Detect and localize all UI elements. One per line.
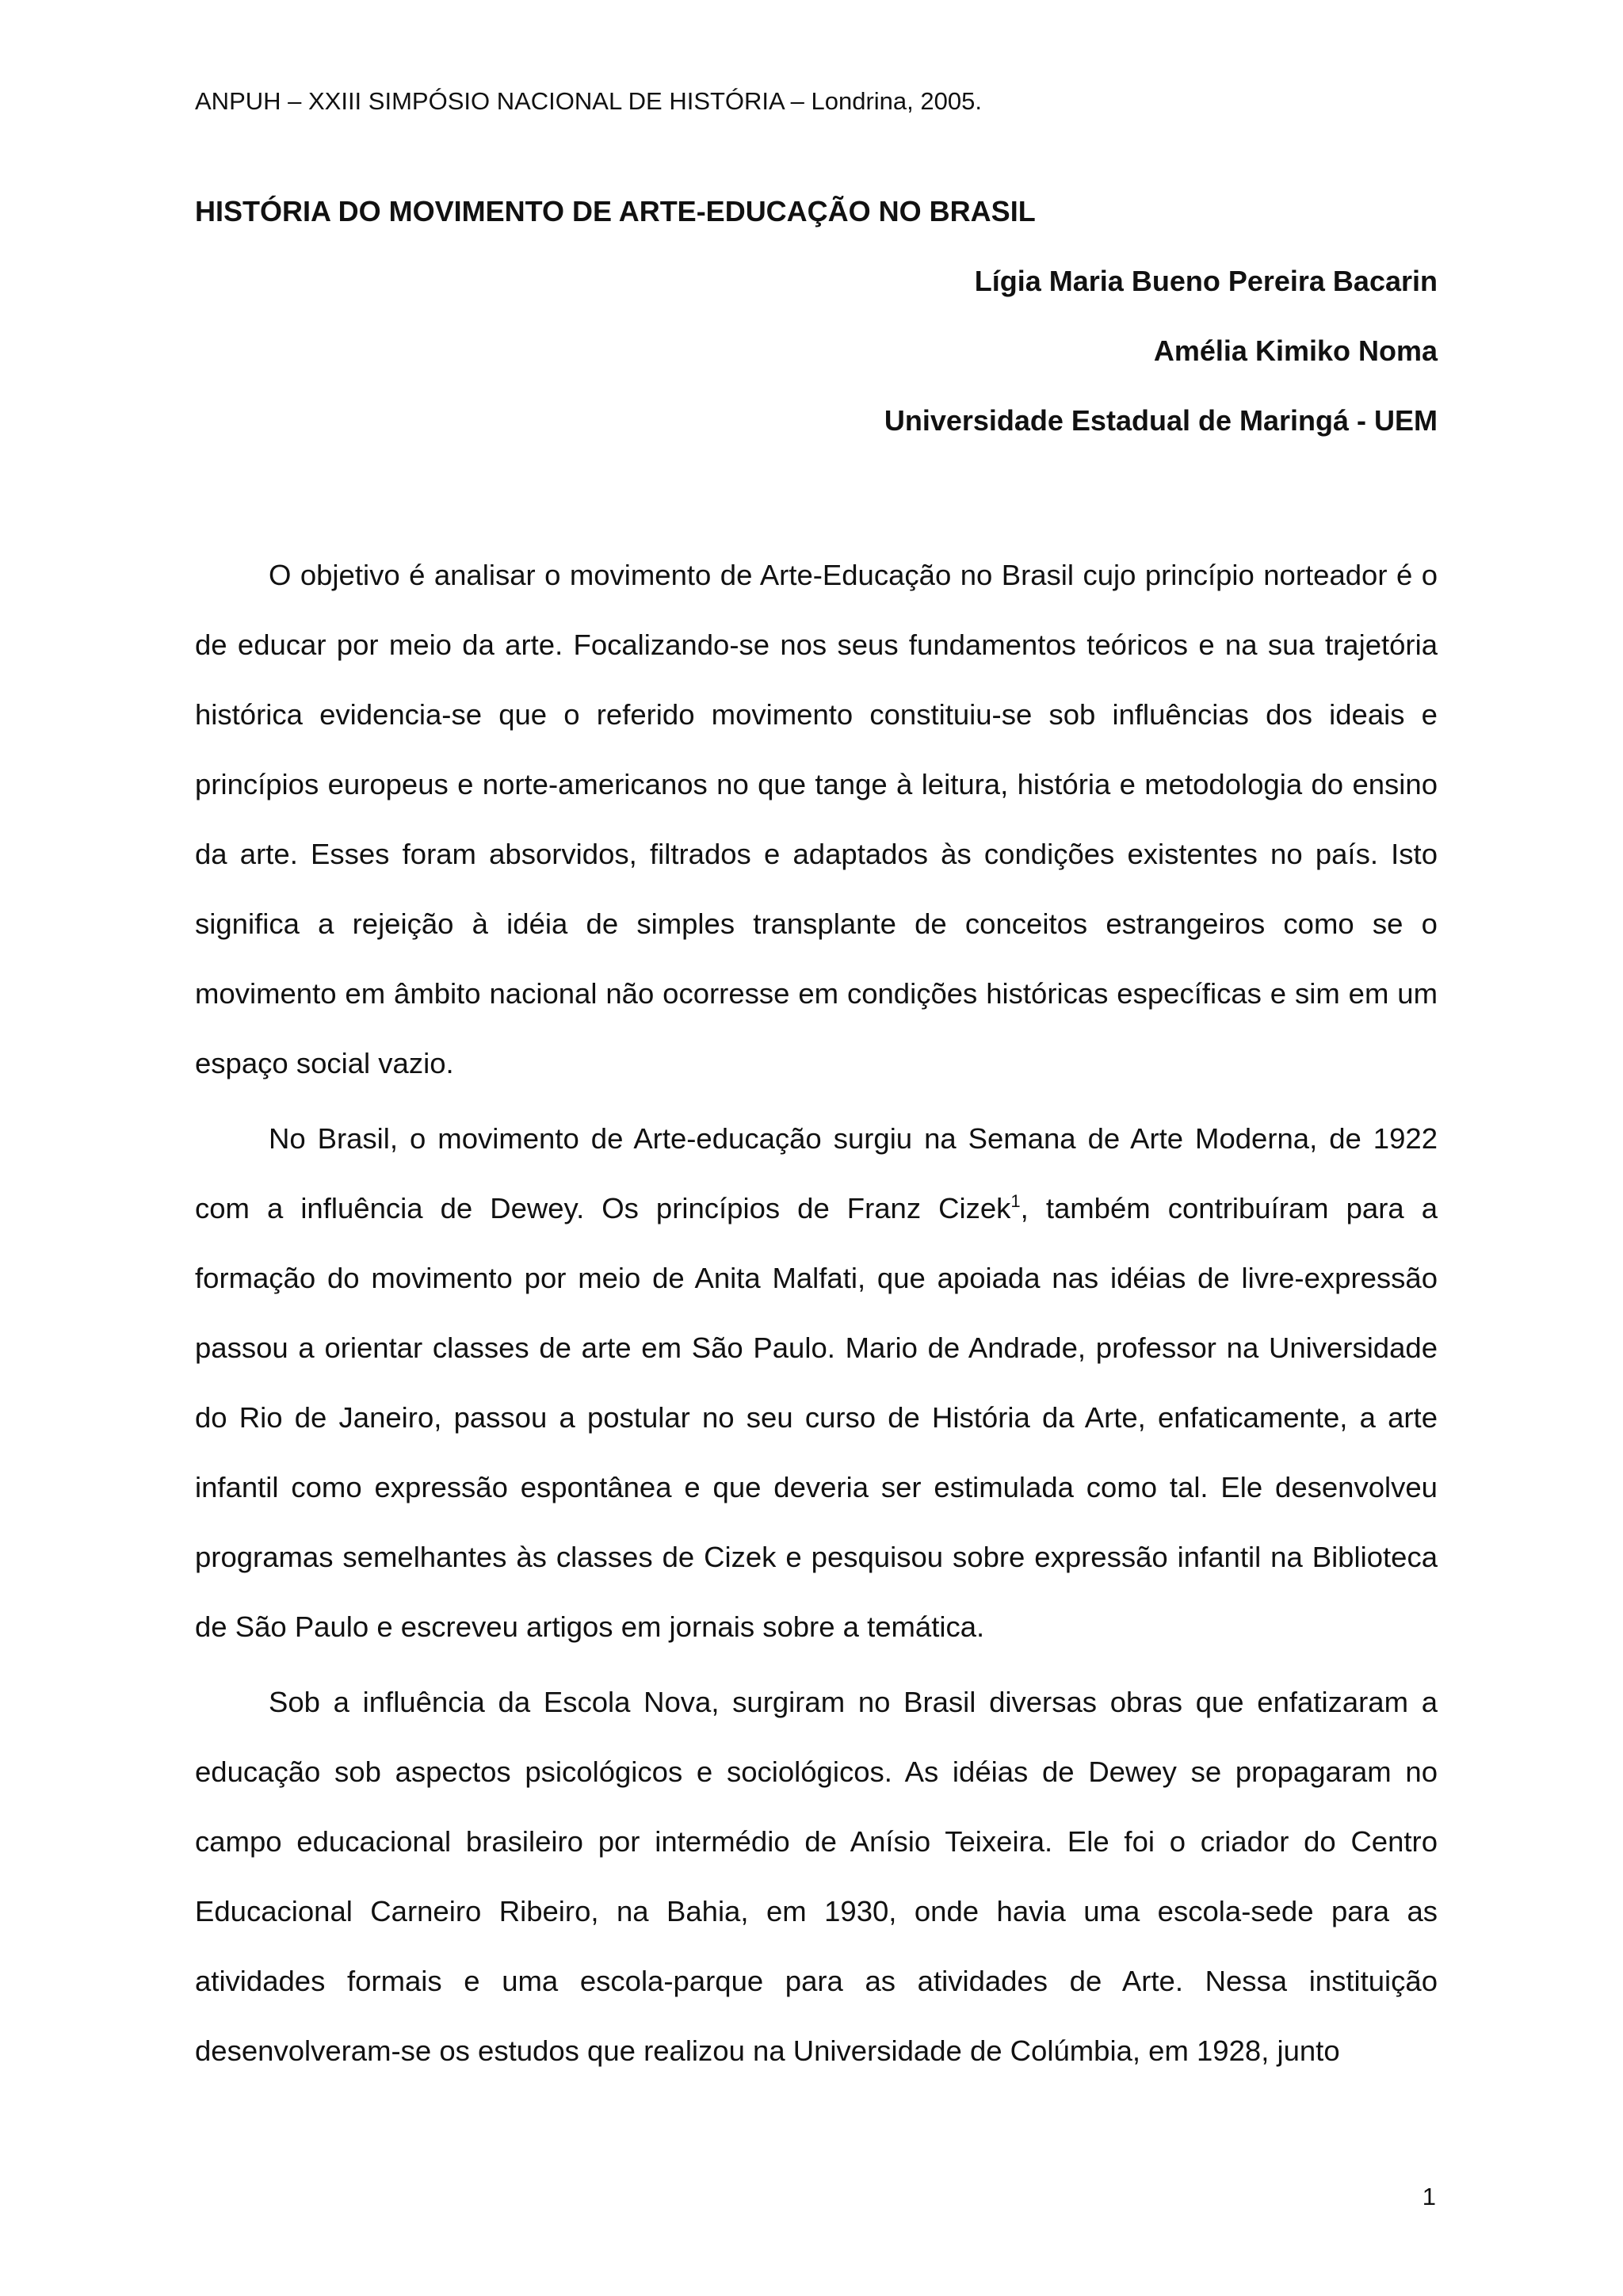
article-body bbox=[195, 541, 1438, 2092]
body-paragraph: O objetivo é analisar o movimento de Arte-Educação no Brasil cujo princípio norteador é o de educar por meio da arte. Focalizando-se nos seus fundamentos teóricos e na sua trajetória histórica evidencia-se que o referido movimento constituiu-se sob influências dos ideais e princípios europeus e norte-americanos no que tange à leitura, história e metodologia do ensino da arte. Esses foram absorvidos, filtrados e adaptados às condições existentes no país. Isto significa a rejeição à idéia de simples transplante de conceitos estrangeiros como se o movimento em âmbito nacional não ocorresse em condições históricas específicas e sim em um espaço social vazio. bbox=[195, 559, 1438, 1079]
author-affiliation: Universidade Estadual de Maringá - UEM bbox=[884, 404, 1438, 437]
body-paragraph: Sob a influência da Escola Nova, surgiram no Brasil diversas obras que enfatizaram a educação sob aspectos psicológicos e sociológicos. As idéias de Dewey se propagaram no campo educacional brasileiro por intermédio de Anísio Teixeira. Ele foi o criador do Centro Educacional Carneiro Ribeiro, na Bahia, em 1930, onde havia uma escola-sede para as atividades formais e uma escola-parque para as atividades de Arte. Nessa instituição desenvolveram-se os estudos que realizou na Universidade de Colúmbia, em 1928, junto bbox=[195, 1686, 1438, 2067]
page-number: 1 bbox=[1422, 2183, 1436, 2210]
running-head: ANPUH – XXIII SIMPÓSIO NACIONAL DE HISTÓRIA – Londrina, 2005. bbox=[195, 87, 982, 115]
paragraph-text: , também contribuíram para a formação do movimento por meio de Anita Malfati, que apoiada nas idéias de livre-expressão passou a orientar classes de arte em São Paulo. Mario de Andrade, professor na Universidade do Rio de Janeiro, passou a postular no seu curso de História da Arte, enfaticamente, a arte infantil como expressão espontânea e que deveria ser estimulada como tal. Ele desenvolveu programas semelhantes às classes de Cizek e pesquisou sobre expressão infantil na Biblioteca de São Paulo e escreveu artigos em jornais sobre a temática. bbox=[195, 1192, 1438, 1643]
footnote-reference[interactable]: 1 bbox=[1010, 1191, 1021, 1211]
paragraph-text: No Brasil, o movimento de Arte-educação surgiu na Semana de Arte Moderna, de 1922 com a influência de Dewey. Os princípios de Franz Cizek bbox=[195, 1122, 1438, 1224]
author-name: Lígia Maria Bueno Pereira Bacarin bbox=[974, 265, 1438, 297]
body-paragraph bbox=[195, 1104, 1438, 1662]
article-title: HISTÓRIA DO MOVIMENTO DE ARTE-EDUCAÇÃO NO BRASIL bbox=[195, 195, 1036, 227]
author-name: Amélia Kimiko Noma bbox=[1153, 334, 1438, 367]
